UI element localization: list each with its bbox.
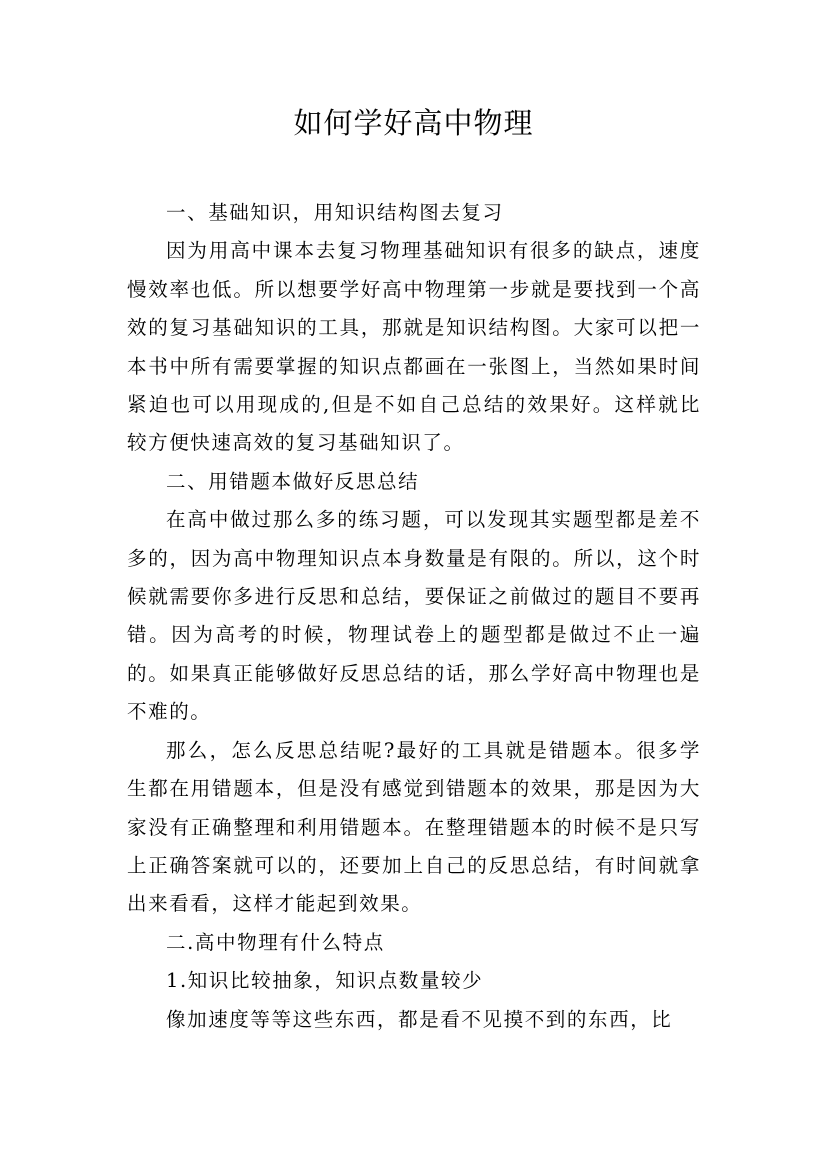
section-heading-basics: 一、基础知识，用知识结构图去复习 xyxy=(166,201,504,224)
paragraph-reflection: 在高中做过那么多的练习题，可以发现其实题型都是差不多的，因为高中物理知识点本身数量是有限的。所以，这个时候就需要你多进行反思和总结，要保证之前做过的题目不要再错。因为高考的时候，物理试卷上的题型都是做过不止一遍的。如果真正能够做好反思总结的话，那么学好高中物理也是不难的。 xyxy=(127,508,701,724)
subsection-heading-abstract-knowledge: 1.知识比较抽象，知识点数量较少 xyxy=(166,969,484,993)
paragraph-error-notebook-usage: 那么，怎么反思总结呢?最好的工具就是错题本。很多学生都在用错题本，但是没有感觉到错题本的效果，那是因为大家没有正确整理和利用错题本。在整理错题本的时候不是只写上正确答案就可以的，还要加上自己的反思总结，有时间就拿出来看看，这样才能起到效果。 xyxy=(127,738,701,916)
section-heading-error-notebook: 二、用错题本做好反思总结 xyxy=(166,469,420,493)
document-title: 如何学好高中物理 xyxy=(293,106,534,140)
paragraph-acceleration-example: 像加速度等等这些东西，都是看不见摸不到的东西，比 xyxy=(166,1007,673,1031)
document-body xyxy=(127,194,701,1039)
paragraph-knowledge-map: 因为用高中课本去复习物理基础知识有很多的缺点，速度慢效率也低。所以想要学好高中物理第一步就是要找到一个高效的复习基础知识的工具，那就是知识结构图。大家可以把一本书中所有需要掌握的知识点都画在一张图上，当然如果时间紧迫也可以用现成的,但是不如自己总结的效果好。这样就比较方便快速高效的复习基础知识了。 xyxy=(127,239,701,455)
section-heading-physics-features: 二.高中物理有什么特点 xyxy=(166,930,385,954)
